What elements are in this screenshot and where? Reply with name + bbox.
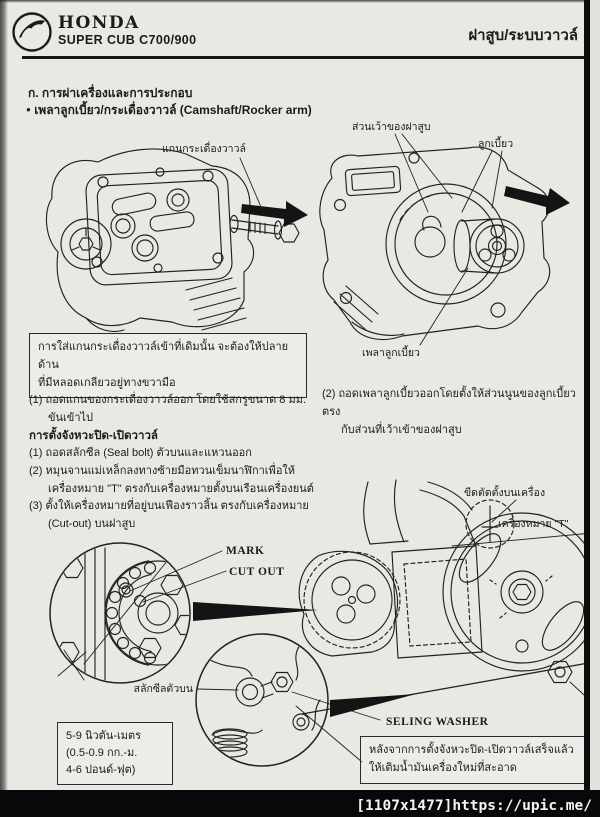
label-mark: MARK <box>226 545 265 557</box>
label-rocker-shaft: แกนกระเดื่องวาวล์ <box>162 143 246 155</box>
torque-spec-box <box>57 722 173 785</box>
watermark-bar <box>0 790 600 817</box>
note-box-reinstall <box>29 333 307 398</box>
vt-step-3-line: (3) ตั้งให้เครื่องหมายที่อยู่บนเฟืองราวลิ้น ตรงกับเครื่องหมาย <box>29 500 309 513</box>
pull-direction-arrow-icon <box>241 201 308 227</box>
step-line: กับส่วนที่เว้าเข้าของฝาสูบ <box>341 423 462 436</box>
heading-bullet-icon: ● <box>26 105 31 114</box>
torque-line: (0.5-0.9 กก.-ม. <box>66 747 138 760</box>
step-line: (1) ถอดแกนของกระเดื่องวาวล์ออก โดยใช้สกรูขนาด 8 มม. <box>29 394 306 406</box>
label-seal-bolt: สลักซีลตัวบน <box>133 683 193 695</box>
valve-timing-heading: การตั้งจังหวะปิด-เปิดวาวล์ <box>29 430 158 442</box>
vt-step-1: (1) ถอดสลักซีล (Seal bolt) ตัวบนและแหวนออก <box>29 447 252 459</box>
step-1-text <box>29 392 321 428</box>
label-sealing-washer: SELING WASHER <box>386 716 489 728</box>
label-cut-out: CUT OUT <box>229 566 285 578</box>
remove-direction-arrow-icon <box>504 186 570 215</box>
note-line: ให้เติมน้ำมันเครื่องใหม่ที่สะอาด <box>369 761 517 774</box>
label-t-mark: เครื่องหมาย "T" <box>498 518 569 530</box>
torque-line: 4-6 ปอนด์-ฟุต) <box>66 764 136 777</box>
note-line: การใส่แกนกระเดื่องวาวล์เข้าที่เดิมนั้น จะต้องให้ปลายด้าน <box>38 341 289 371</box>
watermark-text: [1107x1477]https://upic.me/ <box>356 798 592 814</box>
label-head-recess: ส่วนเว้าของฝาสูบ <box>352 121 431 133</box>
step-2-text <box>322 386 586 439</box>
torque-line: 5-9 นิวตัน-เมตร <box>66 730 142 742</box>
vt-step-2-line: (2) หมุนจานแม่เหล็กลงทางซ้ายมือทวนเข็มนาฬิกาเพื่อให้ <box>29 464 296 477</box>
label-camshaft: เพลาลูกเบี้ยว <box>362 347 420 359</box>
cylinder-head-front-view-drawing <box>320 134 570 345</box>
scan-margin-right <box>590 0 600 790</box>
label-cam-lobe: ลูกเบี้ยว <box>478 138 514 150</box>
vt-step-2-line: เครื่องหมาย "T" ตรงกับเครื่องหมายตั้งบนเรือนเครื่องยนต์ <box>48 482 314 495</box>
header-divider <box>22 56 585 59</box>
brand-name: HONDA <box>58 13 140 33</box>
page-title: ฝาสูบ/ระบบวาวล์ <box>468 27 578 44</box>
section-heading: ก. การผ่าเครื่องและการประกอบ <box>28 86 193 100</box>
pointer-wedge-icon <box>193 602 318 621</box>
cylinder-head-top-view-drawing <box>46 149 308 332</box>
flywheel-drawing <box>443 513 600 671</box>
model-name: SUPER CUB C700/900 <box>58 33 197 47</box>
pointer-wedge-icon <box>330 694 416 717</box>
honda-wing-logo-icon <box>11 11 53 53</box>
note-line: หลังจากการตั้งจังหวะปิด-เปิดวาวล์เสร็จแล้ว <box>369 744 574 756</box>
subsection-heading-text: เพลาลูกเบี้ยว/กระเดื่องวาวล์ (Camshaft/Rocker arm) <box>34 103 312 117</box>
scan-edge-right <box>584 0 590 790</box>
engine-side-view-drawing <box>299 480 600 714</box>
vt-step-3-line: (Cut-out) บนฝาสูบ <box>48 518 136 531</box>
label-engine-index: ขีดตัดตั้งบนเครื่อง <box>464 487 546 499</box>
step-line: (2) ถอดเพลาลูกเบี้ยวออกโดยตั้งให้ส่วนนูนของลูกเบี้ยวตรง <box>322 388 576 418</box>
scan-edge-left <box>0 0 8 790</box>
note-line: ที่มีหลอดเกลียวอยู่ทางขวามือ <box>38 376 176 389</box>
step-line: ขันเข้าไป <box>48 411 94 424</box>
camshaft-end-drawing <box>454 219 524 273</box>
note-box-oil <box>360 736 590 784</box>
scan-edge-top <box>0 0 600 3</box>
